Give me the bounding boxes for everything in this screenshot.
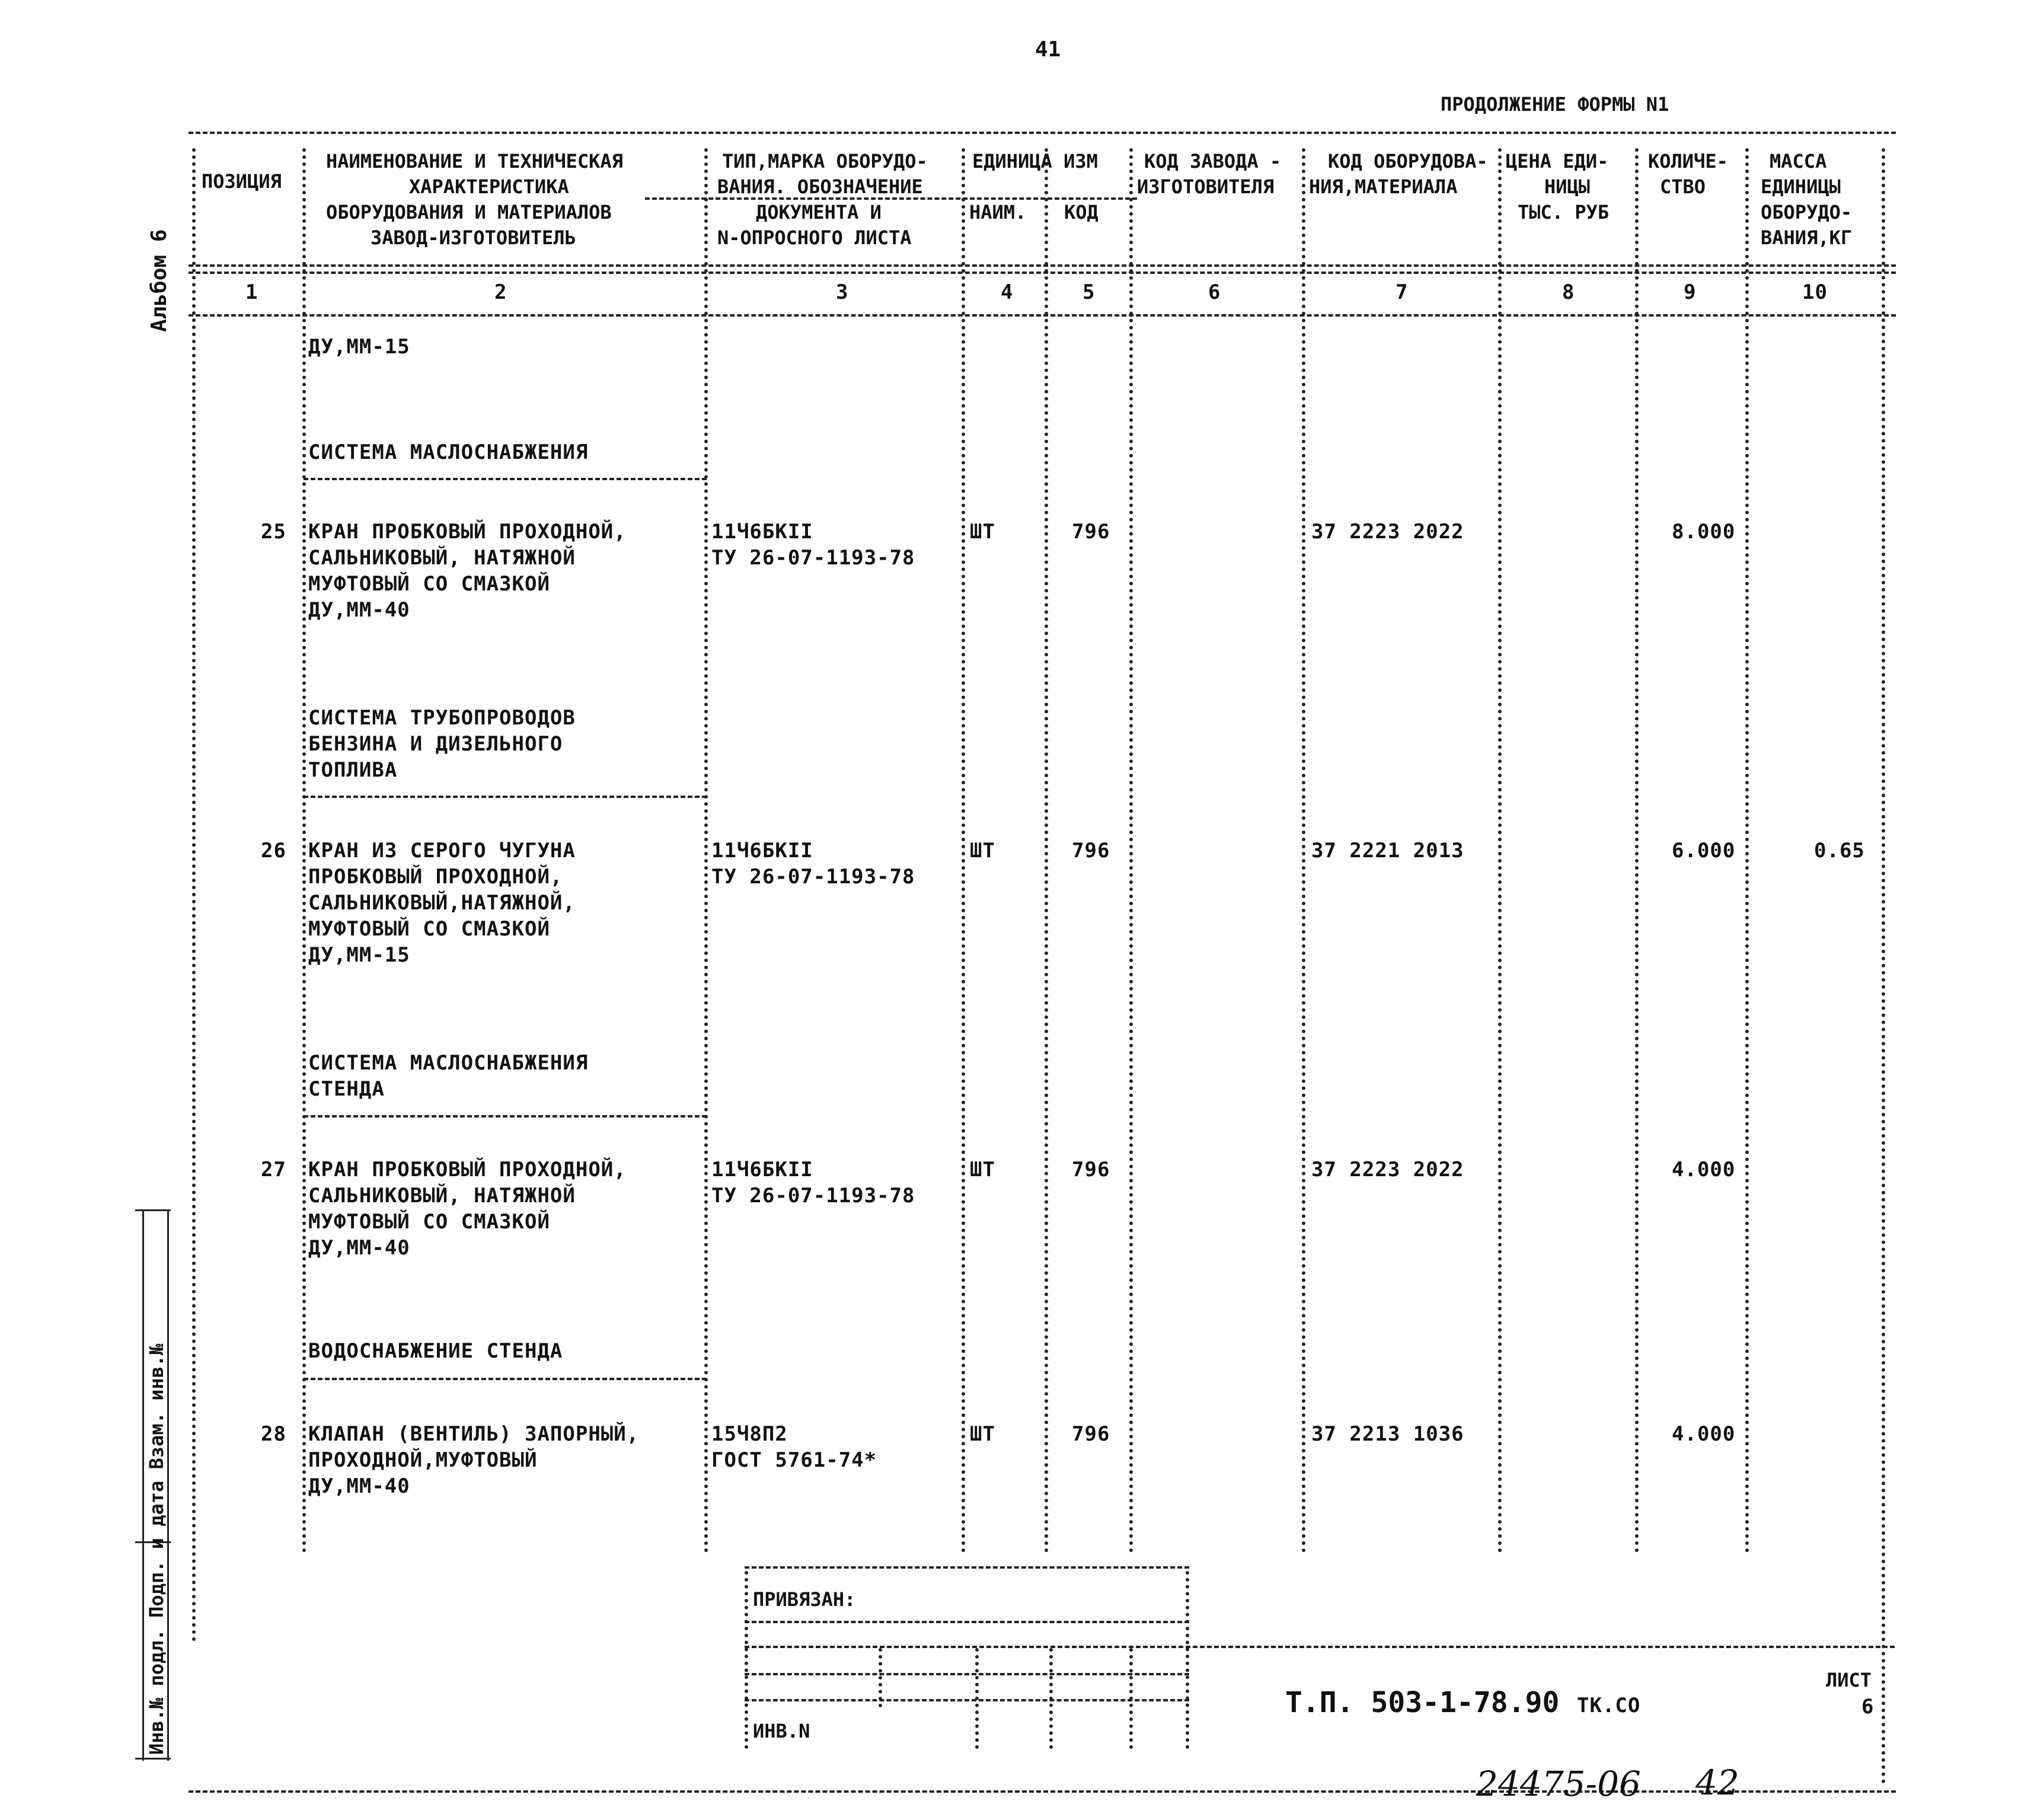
col-number: 4 [1001, 280, 1014, 304]
item-unit: ШТ [970, 520, 995, 544]
header-col8-line2: НИЦЫ [1544, 175, 1591, 198]
stamp-separator [1129, 1648, 1133, 1749]
header-top-rule [189, 132, 1896, 134]
stamp-rule [745, 1646, 1895, 1648]
item-name-line: САЛЬНИКОВЫЙ, НАТЯЖНОЙ [308, 546, 576, 570]
col-separator [1635, 148, 1639, 1553]
header-col9-line2: СТВО [1660, 175, 1706, 198]
stamp-separator [975, 1648, 979, 1749]
margin-stamp-label: Инв.№ подл. Подп. и дата Взам. инв.№ [145, 1343, 168, 1755]
stamp-rule [745, 1566, 1189, 1569]
section-underline [304, 1115, 707, 1117]
item-name-line: ПРОБКОВЫЙ ПРОХОДНОЙ, [308, 865, 563, 889]
item-unit-code: 796 [1072, 839, 1110, 863]
header-col45: ЕДИНИЦА ИЗМ [972, 150, 1098, 173]
col-separator [1129, 148, 1133, 1553]
section-underline [304, 796, 707, 798]
item-material-code: 37 2223 2022 [1311, 1158, 1464, 1182]
item-material-code: 37 2223 2022 [1311, 520, 1464, 544]
item-material-code: 37 2221 2013 [1311, 839, 1464, 863]
header-col10-line3: ОБОРУДО- [1761, 201, 1853, 223]
item-quantity: 4.000 [1672, 1422, 1736, 1446]
section-title: СИСТЕМА МАСЛОСНАБЖЕНИЯ [308, 1051, 589, 1075]
margin-stamp-frame [135, 1758, 171, 1760]
position-number: 28 [261, 1422, 286, 1446]
header-col8-line1: ЦЕНА ЕДИ- [1506, 150, 1609, 173]
col-number: 5 [1082, 280, 1096, 304]
stamp-separator [1049, 1648, 1053, 1749]
item-name-line: МУФТОВЫЙ СО СМАЗКОЙ [308, 572, 550, 596]
item-unit-code: 796 [1072, 1158, 1110, 1182]
header-col2-line1: НАИМЕНОВАНИЕ И ТЕХНИЧЕСКАЯ [326, 150, 623, 173]
header-col2-line4: ЗАВОД-ИЗГОТОВИТЕЛЬ [371, 226, 576, 249]
col-number: 6 [1208, 280, 1221, 304]
col-separator [704, 148, 708, 1553]
numbers-bottom-rule [189, 314, 1896, 317]
section-title: СИСТЕМА МАСЛОСНАБЖЕНИЯ [308, 440, 589, 464]
item-standard: ГОСТ 5761-74* [711, 1448, 877, 1472]
item-standard: ТУ 26-07-1193-78 [711, 865, 915, 889]
item-mass: 0.65 [1814, 839, 1865, 863]
section-underline [304, 1378, 707, 1380]
form-title: ПРОДОЛЖЕНИЕ ФОРМЫ N1 [1441, 93, 1669, 116]
privyazan-label: ПРИВЯЗАН: [753, 1588, 856, 1611]
section-underline [304, 478, 707, 480]
section-title: СИСТЕМА ТРУБОПРОВОДОВ [308, 706, 576, 730]
stamp-rule [745, 1699, 1189, 1701]
sheet-number: 6 [1861, 1695, 1874, 1719]
margin-stamp-frame [135, 1209, 171, 1211]
item-name-line: ДУ,ММ-40 [308, 1474, 410, 1498]
item-name-continuation: ДУ,ММ-15 [308, 335, 410, 359]
position-number: 25 [261, 520, 286, 544]
header-col3-line2: ВАНИЯ. ОБОЗНАЧЕНИЕ [717, 175, 923, 198]
col-number: 7 [1395, 280, 1409, 304]
stamp-rule [745, 1673, 1189, 1675]
col-number: 9 [1684, 280, 1697, 304]
col-number: 3 [836, 280, 849, 304]
item-type: 11Ч6БКII [711, 839, 813, 863]
sheet-label: ЛИСТ [1826, 1669, 1872, 1691]
header-col8-line3: ТЫС. РУБ [1518, 201, 1610, 223]
header-col5: КОД [1064, 201, 1098, 223]
header-col3-line3: ДОКУМЕНТА И [756, 201, 882, 223]
section-title: СТЕНДА [308, 1077, 385, 1101]
album-label: Альбом 6 [147, 229, 171, 332]
item-standard: ТУ 26-07-1193-78 [711, 546, 915, 570]
item-name-line: ДУ,ММ-40 [308, 598, 410, 622]
inv-number-label: ИНВ.N [753, 1720, 810, 1742]
item-material-code: 37 2213 1036 [1311, 1422, 1464, 1446]
position-number: 27 [261, 1158, 286, 1182]
item-name-line: ДУ,ММ-15 [308, 943, 410, 967]
item-unit-code: 796 [1072, 520, 1110, 544]
col-separator [302, 148, 306, 1553]
item-name-line: САЛЬНИКОВЫЙ,НАТЯЖНОЙ, [308, 891, 576, 915]
document-suffix: ТК.СО [1577, 1694, 1641, 1717]
item-name-line: КРАН ИЗ СЕРОГО ЧУГУНА [308, 839, 576, 863]
header-col3-line4: N-ОПРОСНОГО ЛИСТА [717, 226, 912, 249]
header-col2-line3: ОБОРУДОВАНИЯ И МАТЕРИАЛОВ [326, 201, 612, 223]
section-title: ВОДОСНАБЖЕНИЕ СТЕНДА [308, 1339, 563, 1363]
header-bottom-rule-2 [189, 272, 1896, 274]
section-title: БЕНЗИНА И ДИЗЕЛЬНОГО [308, 732, 563, 756]
header-bottom-rule [189, 264, 1896, 267]
item-name-line: ПРОХОДНОЙ,МУФТОВЫЙ [308, 1448, 538, 1472]
header-col1: ПОЗИЦИЯ [202, 170, 282, 193]
stamp-rule [745, 1621, 1189, 1623]
col-number: 2 [494, 280, 507, 304]
col-separator [1498, 148, 1502, 1553]
col-separator [192, 148, 196, 1642]
header-col7-line2: НИЯ,МАТЕРИАЛА [1309, 175, 1458, 198]
document-code: Т.П. 503-1-78.90 [1285, 1686, 1560, 1719]
col-separator [1302, 148, 1305, 1553]
item-unit: ШТ [970, 1422, 995, 1446]
item-unit-code: 796 [1072, 1422, 1110, 1446]
header-col7-line1: КОД ОБОРУДОВА- [1328, 150, 1488, 173]
item-type: 11Ч6БКII [711, 520, 813, 544]
item-standard: ТУ 26-07-1193-78 [711, 1184, 915, 1208]
position-number: 26 [261, 839, 286, 863]
header-col9-line1: КОЛИЧЕ- [1648, 150, 1728, 173]
item-unit: ШТ [970, 1158, 995, 1182]
margin-stamp-frame [142, 1209, 144, 1761]
header-col6-line2: ИЗГОТОВИТЕЛЯ [1137, 175, 1275, 198]
header-col10-line2: ЕДИНИЦЫ [1761, 175, 1841, 198]
item-quantity: 6.000 [1672, 839, 1736, 863]
header-col10-line1: МАССА [1770, 150, 1827, 173]
col-separator [1045, 148, 1048, 1553]
header-col10-line4: ВАНИЯ,КГ [1761, 226, 1853, 249]
header-col3-line1: ТИП,МАРКА ОБОРУДО- [722, 150, 928, 173]
item-name-line: МУФТОВЫЙ СО СМАЗКОЙ [308, 917, 550, 941]
col-number: 10 [1802, 280, 1828, 304]
item-name-line: КЛАПАН (ВЕНТИЛЬ) ЗАПОРНЫЙ, [308, 1422, 640, 1446]
item-type: 11Ч6БКII [711, 1158, 813, 1182]
item-quantity: 8.000 [1672, 520, 1736, 544]
col-number: 1 [245, 280, 258, 304]
stamp-separator [879, 1648, 882, 1707]
item-quantity: 4.000 [1672, 1158, 1736, 1182]
col-number: 8 [1562, 280, 1575, 304]
col-separator [1882, 148, 1885, 1784]
item-type: 15Ч8П2 [711, 1422, 788, 1446]
col-separator [1745, 148, 1749, 1553]
item-name-line: КРАН ПРОБКОВЫЙ ПРОХОДНОЙ, [308, 520, 627, 544]
header-col4: НАИМ. [969, 201, 1027, 223]
item-name-line: ДУ,ММ-40 [308, 1236, 410, 1260]
col-separator [962, 148, 965, 1553]
header-col2-line2: ХАРАКТЕРИСТИКА [409, 175, 569, 198]
item-name-line: МУФТОВЫЙ СО СМАЗКОЙ [308, 1210, 550, 1234]
handwritten-number: 24475-06 [1476, 1764, 1641, 1804]
page-number: 41 [1035, 37, 1061, 62]
handwritten-page: 42 [1695, 1762, 1739, 1803]
item-name-line: САЛЬНИКОВЫЙ, НАТЯЖНОЙ [308, 1184, 576, 1208]
item-unit: ШТ [970, 839, 995, 863]
item-name-line: КРАН ПРОБКОВЫЙ ПРОХОДНОЙ, [308, 1158, 627, 1182]
stamp-separator [1186, 1571, 1189, 1749]
stamp-separator [745, 1571, 748, 1749]
section-title: ТОПЛИВА [308, 758, 398, 782]
header-col6-line1: КОД ЗАВОДА - [1144, 150, 1282, 173]
